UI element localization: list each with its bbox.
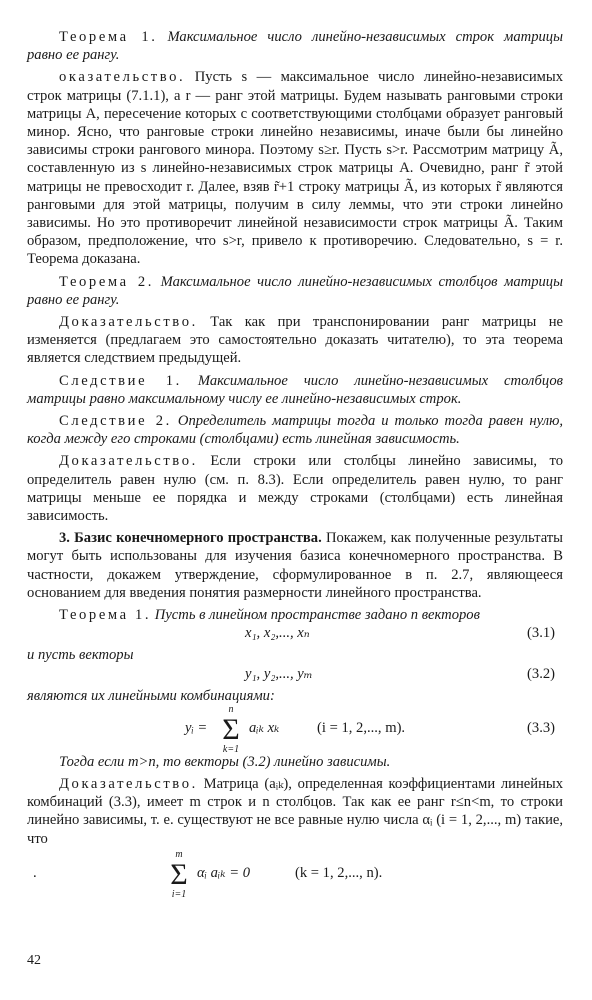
proof-label: Доказательство. — [59, 314, 198, 331]
theorem-label: Теорема 1. — [59, 607, 152, 624]
proof-text: Матрица (aᵢₖ), определенная коэффициентами линейных комбинаций (3.3), имеет m строк и n столбцов. Так как ее ранг r≤n<m, то строки линейно зависимы, т. е. существуют не все равные нулю числа αᵢ (i = 1, 2,..., m) такие, что — [27, 775, 563, 847]
corollary-label: Следствие 2. — [59, 413, 172, 430]
proof-label: оказательство. — [59, 69, 186, 86]
theorem-statement: Максимальное число линейно-независимых столбцов матрицы равно ее рангу. — [27, 273, 563, 308]
sum-upper: m — [175, 848, 183, 860]
section-3 — [27, 529, 563, 602]
equation-lhs: yᵢ = — [185, 719, 208, 736]
proof-2 — [27, 313, 563, 368]
sum-sign — [165, 850, 193, 900]
sum-lower: i=1 — [171, 888, 187, 900]
equation-number: (3.1) — [527, 625, 555, 642]
corollary-1 — [27, 372, 563, 408]
corollary-statement: Определитель матрицы тогда и только тогда равен нулю, когда между его строками (столбцами) есть линейная зависимость. — [27, 413, 564, 448]
proof-text: Если строки или столбцы линейно зависимы, то определитель равен нулю (см. п. 8.3). Если определитель равен нулю, то ранг матрицы меньше ее порядка и между строками (столбцами) есть линейная зависимость. — [27, 453, 564, 525]
proof-4 — [27, 775, 563, 848]
proof-1 — [27, 68, 563, 268]
equation-number: (3.2) — [527, 665, 555, 682]
section-heading: 3. Базис конечномерного пространства. — [59, 530, 322, 547]
equation-range: (k = 1, 2,..., n). — [295, 864, 383, 881]
equation-body: aᵢₖ xₖ — [249, 719, 280, 736]
equation-final — [27, 848, 563, 900]
theorem-label: Теорема 2. — [59, 273, 155, 290]
proof-text: Так как при транспонировании ранг матрицы не изменяется (предлагаем это самостоятельно доказать читателю), то эта теорема является следствием предыдущей. — [27, 314, 564, 367]
then-statement: Тогда если m>n, то векторы (3.2) линейно зависимы. — [59, 753, 391, 770]
equation-3-2 — [27, 665, 563, 687]
proof-label: Доказательство. — [59, 775, 198, 792]
corollary-2 — [27, 412, 563, 448]
theorem-statement: Пусть в линейном пространстве задано n векторов — [154, 607, 480, 624]
equation-number: (3.3) — [527, 719, 555, 736]
theorem-1b — [27, 606, 563, 624]
sum-lower: k=1 — [222, 743, 240, 755]
sigma-symbol: Σ — [222, 712, 240, 746]
theorem-label: Теорема 1. — [59, 29, 158, 45]
equation-range: (i = 1, 2,..., m). — [317, 719, 406, 736]
page-number: 42 — [27, 953, 41, 968]
sigma-symbol: Σ — [170, 857, 188, 891]
theorem-1 — [27, 28, 563, 64]
document-page — [27, 28, 563, 900]
sum-sign — [217, 705, 245, 755]
proof-3 — [27, 452, 563, 525]
proof-label: Доказательство. — [59, 453, 198, 470]
equation-body: x₁, x₂,..., xₙ — [245, 625, 310, 642]
sum-upper: n — [228, 703, 234, 715]
theorem-statement: Максимальное число линейно-независимых строк матрицы равно ее рангу. — [27, 29, 563, 64]
corollary-statement: Максимальное число линейно-независимых столбцов матрицы равно максимальному числу ее линейно-независимых строк. — [27, 372, 563, 407]
theorem-2 — [27, 273, 563, 309]
equation-body: αᵢ aᵢₖ = 0 — [197, 864, 250, 881]
combos-text: являются их линейными комбинациями: — [27, 687, 275, 704]
equation-3-3 — [27, 705, 563, 753]
section-text: Покажем, как полученные результаты могут быть использованы для изучения базиса конечномерного пространства. В частности, докажем утверждение, сформулированное в п. 2.7, являющееся основанием для введения понятия размерности линейного пространства. — [27, 530, 563, 601]
equation-3-1 — [27, 624, 563, 646]
stray-dot: . — [33, 864, 37, 881]
equation-body: y₁, y₂,..., yₘ — [245, 665, 313, 682]
corollary-label: Следствие 1. — [59, 372, 182, 389]
proof-text: Пусть s — максимальное число линейно-независимых строк матрицы (7.1.1), а r — ранг этой матрицы. Будем называть ранговыми строки матрицы A, пересечение которых с соответствующими столбцами образует ранговый минор. Ясно, что ранговые строки линейно независимы, иначе были бы линейно зависимы строки рангового минора. Поэтому s≥r. Пусть s>r. Рассмотрим матрицу Ã, составленную из s линейно-независимых строк матрицы A. Очевидно, ранг r̃ этой матрицы не превосходит r. Далее, взяв r̃+1 строку матрицы Ã, из которых r̃ являются ранговыми для этой матрицы, получим в силу леммы, что эти строки линейно зависимы. Но это противоречит линейной независимости строк матрицы Ã. Таким образом, предположение, что s>r, привело к противоречию. Следовательно, s = r. Теорема доказана. — [27, 69, 563, 268]
and-vectors-text: и пусть векторы — [27, 647, 134, 664]
